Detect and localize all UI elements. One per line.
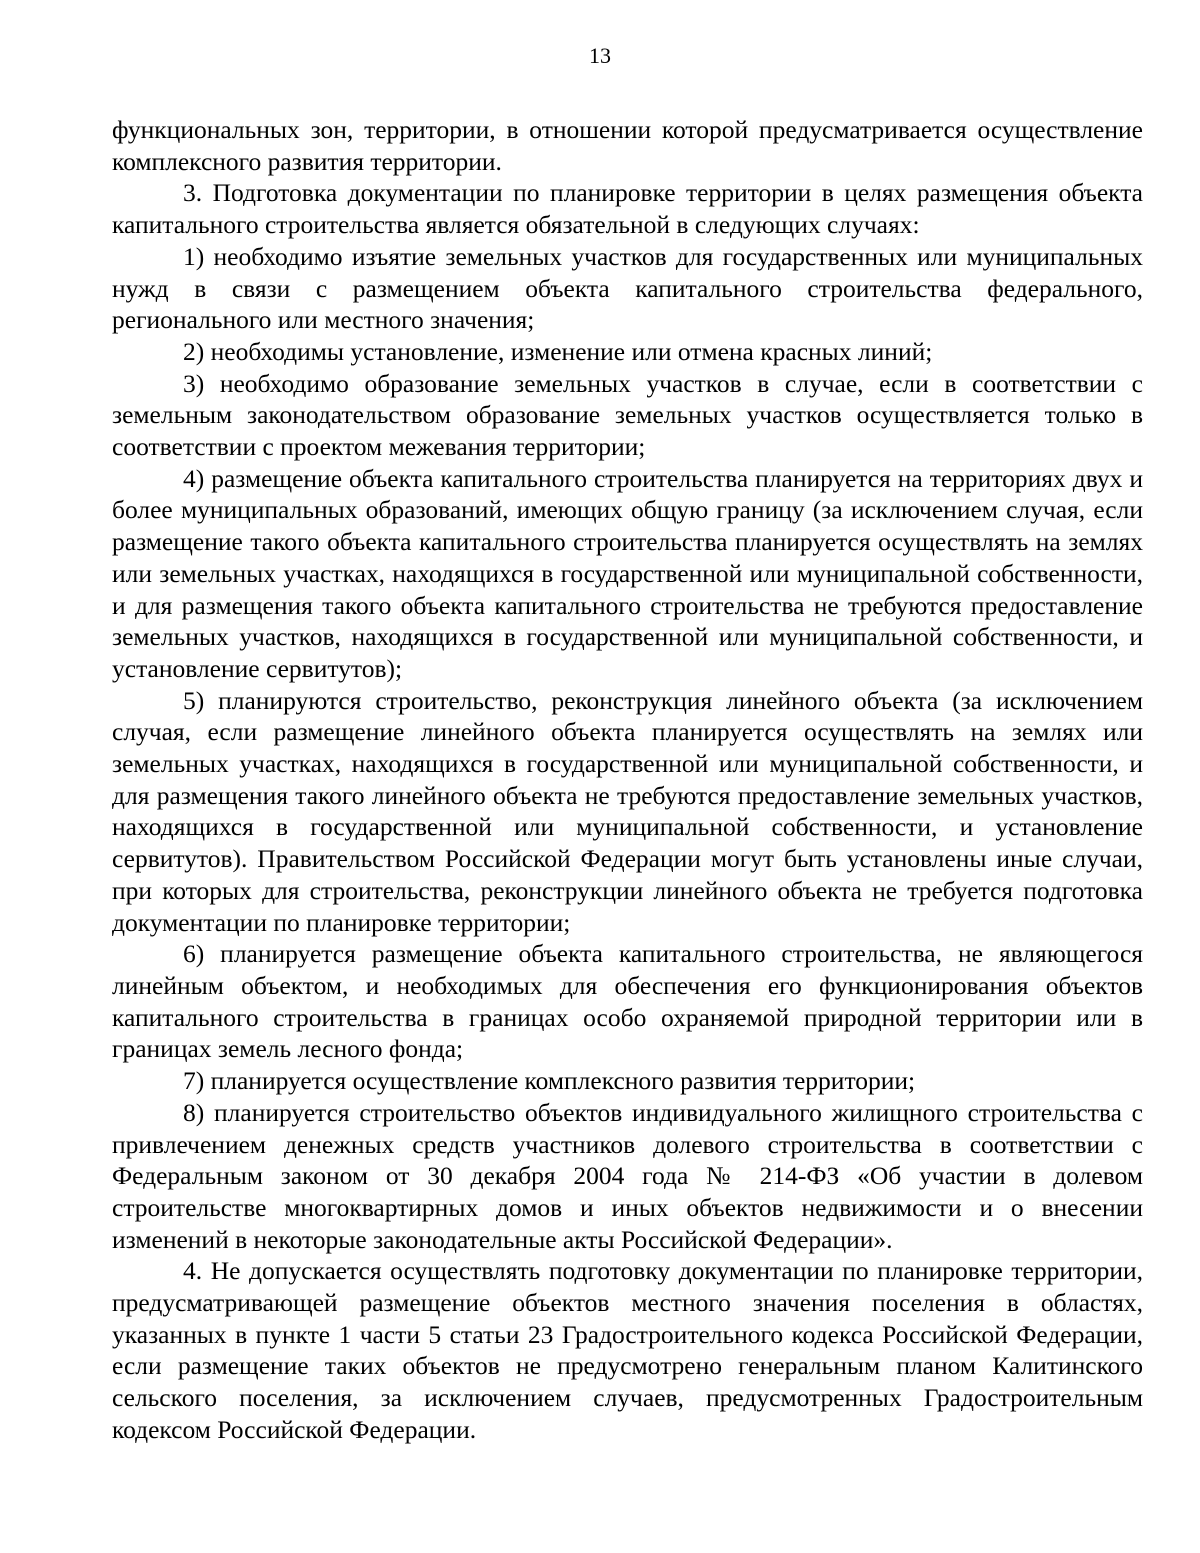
subitem-4: 4) размещение объекта капитального строительства планируется на территориях двух и более муниципальных образований, имеющих общую границу (за исключением случая, если размещение такого объекта капитального строительства планируется осуществлять на землях или земельных участках, находящихся в государственной или муниципальной собственности, и для размещения такого объекта капитального строительства не требуются предоставление земельных участков, находящихся в государственной или муниципальной собственности, и установление сервитутов); bbox=[112, 463, 1143, 683]
subitem-3: 3) необходимо образование земельных участков в случае, если в соответствии с земельным законодательством образование земельных участков осуществляется только в соответствии с проектом межевания территории; bbox=[112, 368, 1143, 462]
paragraph-continuation: функциональных зон, территории, в отношении которой предусматривается осуществление комплексного развития территории. bbox=[112, 115, 1143, 176]
subitem-5: 5) планируются строительство, реконструкция линейного объекта (за исключением случая, если размещение линейного объекта планируется осуществлять на землях или земельных участках, находящихся в государственной или муниципальной собственности, и для размещения такого линейного объекта не требуются предоставление земельных участков, находящихся в государственной или муниципальной собственности, и установление сервитутов). Правительством Российской Федерации могут быть установлены иные случаи, при которых для строительства, реконструкции линейного объекта не требуется подготовка документации по планировке территории; bbox=[112, 685, 1143, 937]
subitem-1: 1) необходимо изъятие земельных участков для государственных или муниципальных нужд в связи с размещением объекта капитального строительства федерального, регионального или местного значения; bbox=[112, 241, 1143, 335]
document-body bbox=[112, 114, 1143, 1446]
page-number: 13 bbox=[589, 43, 611, 68]
subitem-2: 2) необходимы установление, изменение или отмена красных линий; bbox=[183, 336, 933, 366]
subitem-8: 8) планируется строительство объектов индивидуального жилищного строительства с привлечением денежных средств участников долевого строительства в соответствии с Федеральным законом от 30 декабря 2004 года № 214-ФЗ «Об участии в долевом строительстве многоквартирных домов и иных объектов недвижимости и о внесении изменений в некоторые законодательные акты Российской Федерации». bbox=[112, 1097, 1143, 1254]
paragraph-item-3: 3. Подготовка документации по планировке территории в целях размещения объекта капитального строительства является обязательной в следующих случаях: bbox=[112, 178, 1143, 240]
subitem-6: 6) планируется размещение объекта капитального строительства, не являющегося линейным объектом, и необходимых для обеспечения его функционирования объектов капитального строительства в границах особо охраняемой природной территории или в границах земель лесного фонда; bbox=[112, 939, 1143, 1064]
subitem-7: 7) планируется осуществление комплексного развития территории; bbox=[183, 1066, 916, 1096]
paragraph-item-4: 4. Не допускается осуществлять подготовку документации по планировке территории, предусматривающей размещение объектов местного значения поселения в областях, указанных в пункте 1 части 5 статьи 23 Градостроительного кодекса Российской Федерации, если размещение таких объектов не предусмотрено генеральным планом Калитинского сельского поселения, за исключением случаев, предусмотренных Градостроительным кодексом Российской Федерации. bbox=[112, 1256, 1143, 1444]
